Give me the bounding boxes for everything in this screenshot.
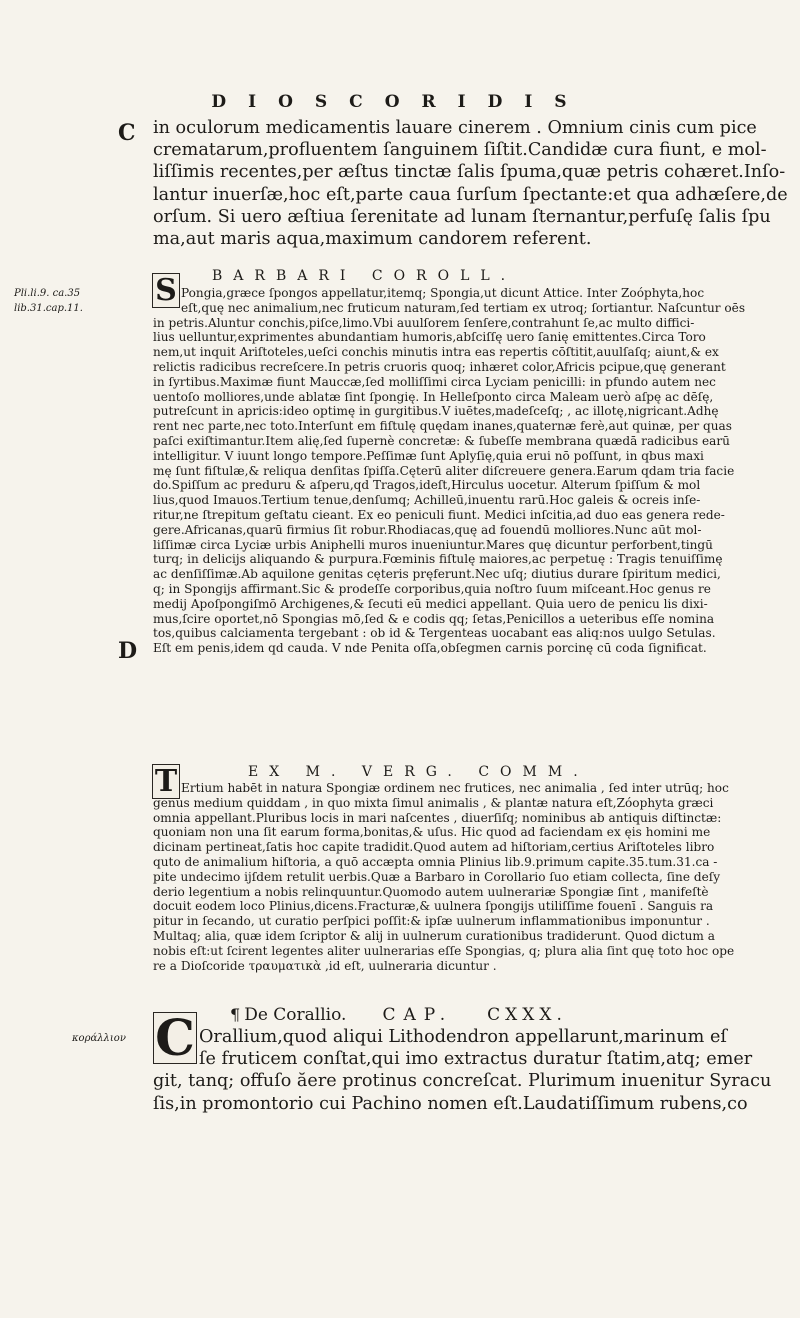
verg-heading: EX M. VERG. COMM.	[248, 764, 589, 780]
pilcrow-icon: ¶	[230, 1005, 241, 1024]
text-line: eſt,quę nec animalium,nec fruticum naturam,ſed tertiam ex utroq; ſortiantur. Naſcuntur oēs	[181, 300, 746, 315]
text-line: docuit eodem loco Plinius,dicens.Fracturæ,& uulnera ſpongijs utiliſſime fouenī . Sanguis ra	[153, 899, 714, 914]
barbari-dropcap: S	[152, 273, 180, 308]
text-line: do.Spiſſum ac preduru & aſperu,qd Tragos,ideſt,Hirculus uocetur. Alterum ſpiſſum & mol	[153, 478, 701, 493]
text-line: crematarum,profluentem ſanguinem ſiſtit.Candidæ cura fiunt, e mol-	[153, 140, 767, 161]
text-line: liſſimis recentes,per æſtus tinctæ ſalis ſpuma,quæ petris cohæret.Inſo-	[153, 162, 786, 183]
text-line: rent nec parte,nec toto.Interſunt em fiſtulę quędam inanes,quaternæ ferè,aut quinæ, per quas	[153, 419, 732, 434]
text-line: lius,quod Imauos.Tertium tenue,denſumq; Achilleū,inuentu rarū.Hoc galeis & ocreis inſe-	[153, 493, 701, 508]
text-line: ritur,ne ſtrepitum geſtatu cieant. Ex eo peniculi fiunt. Medici inſcitia,ad duo eas genera rede-	[153, 507, 725, 522]
barbari-heading: BARBARI COROLL.	[212, 268, 517, 284]
text-line: intelligitur. V iuunt longo tempore.Peſſimæ ſunt Aplyſię,quia erui nō poſſunt, in qbus maxi	[153, 448, 704, 463]
text-line: dicinam pertineat,ſatis hoc capite tradidit.Quod autem ad hiſtoriam,certius Ariſtoteles libro	[153, 840, 715, 855]
text-line: tos,quibus calciamenta tergebant : ob id & Tergenteas uocabant eas aliq:nos uulgo Setulas.	[153, 626, 716, 641]
text-line: q; in Spongijs affirmant.Sic & prodeſſe corporibus,quia noſtro ſuum miſceant.Hoc genus re	[153, 581, 711, 596]
text-line: omnia appellant.Pluribus locis in mari naſcentes , diuerſiſq; nominibus ab antiquis diſtinctæ:	[153, 810, 722, 825]
text-line: in oculorum medicamentis lauare cinerem . Omnium cinis cum pice	[153, 118, 757, 138]
text-line: Ertium habēt in natura Spongiæ ordinem nec frutices, nec animalia , ſed inter utrūq; hoc	[181, 781, 729, 795]
text-line: relictis radicibus recreſcere.In petris cruoris quoq; inhæret color,Africis pcipue,quę generant	[153, 359, 726, 374]
text-line: turq; in delicijs aliquando & purpura.Fœminis fiſtulę maiores,ac perpetuę : Tragis tenuiſſimę	[153, 552, 723, 567]
text-line: pitur in ſecando, ut curatio perſpici poſſit:& ipſæ uulnerum inflammationibus imponuntur .	[153, 914, 710, 929]
barbari-commentary	[153, 286, 793, 656]
text-line: mus,ſcire oportet,nō Spongias mō,ſed & e codis qq; ſetas,Penicillos a ueteribus eſſe nomina	[153, 611, 715, 626]
text-line: ac denſiſſimæ.Ab aquilone genitas cęteris pręferunt.Nec uſq; diutius durare ſpiritum medici,	[153, 567, 721, 582]
running-head: DIOSCORIDIS	[211, 92, 589, 112]
text-line: Multaq; alia, quæ idem ſcriptor & alij in uulnerum curationibus tradiderunt. Quod dictum a	[153, 928, 715, 943]
verg-commentary	[153, 781, 793, 973]
text-line: quto de animalium hiſtoria, a quō accæpta omnia Plinius lib.9.primum capite.35.tum.31.ca -	[153, 854, 718, 869]
text-line: lius uelluntur,exprimentes abundantiam humoris,abſciſſę uero ſanię emittentes.Circa Toro	[153, 330, 706, 345]
text-line: uentoſo molliores,unde ablatæ ſint ſpongię. In Helleſponto circa Maleam uerò aſpę ac dēſę,	[153, 389, 714, 404]
text-line: Pongia,græce ſpongos appellatur,itemq; Spongia,ut dicunt Attice. Inter Zoóphyta,hoc	[181, 286, 705, 300]
text-line: gere.Africanas,quarū firmius ſit robur.Rhodiacas,quę ad fouendū molliores.Nunc aūt mol-	[153, 522, 702, 537]
text-line: in petris.Aluntur conchis,piſce,limo.Vbi auulſorem ſenſere,contrahunt ſe,ac multo diffici-	[153, 315, 695, 330]
text-line: Eſt em penis,idem qd cauda. V nde Penita oſſa,obſegmen carnis porcinę cū coda ſignificat.	[153, 641, 707, 656]
text-line: in ſyrtibus.Maximæ fiunt Mauccæ,ſed molliſſimi circa Lyciam penicilli: in pfundo autem nec	[153, 374, 716, 389]
text-line: quoniam non una ſit earum forma,bonitas,& uſus. Hic quod ad faciendam ex ęis homini me	[153, 825, 711, 840]
verg-dropcap: T	[152, 764, 180, 799]
text-line: medij Apoſpongiſmō Archigenes,& ſecuti eū medici appellant. Quia uero de penicu lis dixi-	[153, 596, 708, 611]
text-line: nem,ut inquit Ariſtoteles,ueſci conchis minutis intra eas repertis cōſtitit,auulſaſq; aiunt,& ex	[153, 345, 719, 360]
text-line: lantur inuerſæ,hoc eſt,parte caua ſurſum ſpectante:et qua adhæſere,de	[153, 184, 788, 205]
text-line: paſci exiſtimantur.Item alię,ſed ſupernè concretæ: & ſubeſſe membrana quædā radicibus earū	[153, 433, 730, 448]
text-line: Orallium,quod aliqui Lithodendron appellarunt,marinum eſ	[199, 1027, 727, 1047]
text-line: ſis,in promontorio cui Pachino nomen eſt.Laudatiſſimum rubens,co	[153, 1093, 748, 1114]
margin-letter-c: C	[118, 120, 136, 146]
text-line: genus medium quiddam , in quo mixta ſimul animalis , & plantæ natura eſt,Zóophyta græci	[153, 795, 714, 810]
chapter-title: De Corallio.	[244, 1005, 347, 1025]
text-line: re a Dioſcoride τραυματικὰ ,id eſt, uulneraria dicuntur .	[153, 958, 497, 973]
margin-note-greek: κοράλλιον	[72, 1033, 126, 1044]
text-line: orſum. Si uero æſtiua ſerenitate ad lunam ſternantur,perfuſę ſalis ſpu	[153, 206, 771, 227]
paragraph-opening	[153, 117, 793, 250]
text-line: ma,aut maris aqua,maximum candorem referent.	[153, 229, 592, 250]
text-line: mę ſunt fiſtulæ,& reliqua denſitas ſpiſſa.Cęterū aliter diſcreuere genera.Earum qdam tria facie	[153, 463, 735, 478]
text-line: liſſimæ circa Lyciæ urbis Aniphelli muros inueniuntur.Mares quę dicuntur perforbent,tingū	[153, 537, 713, 552]
chapter-heading	[230, 1005, 567, 1025]
text-line: derio legentium a nobis relinquuntur.Quomodo autem uulnerariæ Spongiæ ſint , manifeſtè	[153, 884, 709, 899]
margin-note-pliny-1: Pli.li.9. ca.35	[14, 288, 81, 299]
text-line: git, tanq; offuſo ăere protinus concreſcat. Plurimum inuenitur Syracu	[153, 1071, 772, 1092]
text-line: putreſcunt in apricis:ideo optimę in gurgitibus.V iuētes,madeſceſq; , ac illotę,nigricant.Adhę	[153, 404, 719, 419]
margin-note-pliny-2: lib.31.cap.11.	[14, 303, 83, 314]
margin-letter-d: D	[118, 638, 138, 664]
chapter-number: CXXX.	[487, 1005, 567, 1025]
text-line: nobis eſt:ut ſcirent legentes aliter uulnerarias eſſe Spongias, q; plura alia ſint quę toto hoc ope	[153, 943, 735, 958]
chapter-text	[153, 1026, 793, 1115]
text-line: pite undecimo ijſdem retulit uerbis.Quæ a Barbaro in Corollario ſuo etiam collecta, ſine deſy	[153, 869, 721, 884]
chapter-dropcap: C	[153, 1012, 197, 1064]
text-line: ſe fruticem conſtat,qui imo extractus duratur ſtatim,atq; emer	[199, 1049, 753, 1070]
chapter-label: CAP.	[382, 1005, 454, 1025]
